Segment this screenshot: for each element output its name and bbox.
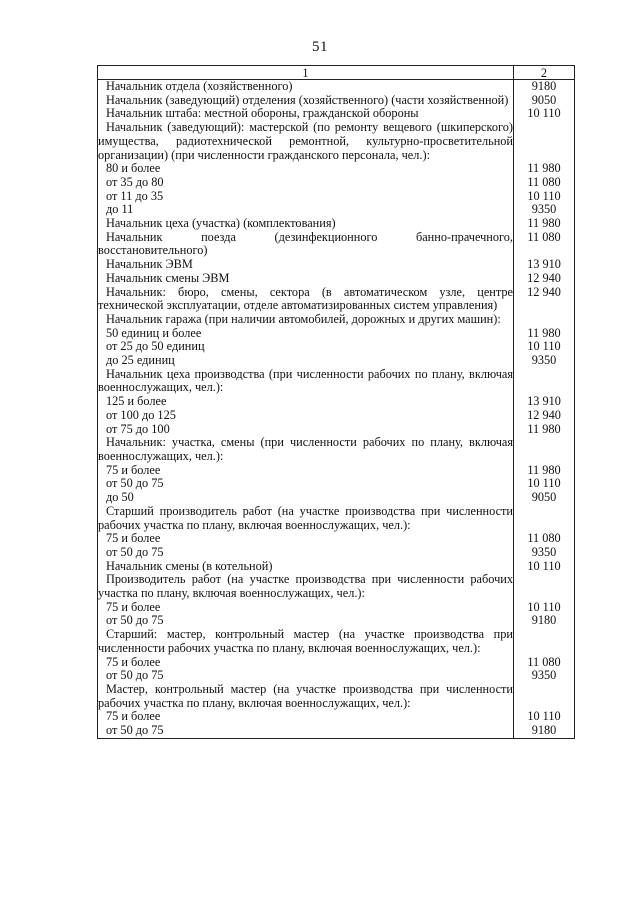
position-cell <box>98 477 514 491</box>
salary-value: 11 980 <box>527 325 561 340</box>
position-name: Начальник (заведующий) отделения (хозяйственного) (части хозяйственной) <box>106 92 509 107</box>
salary-value: 11 980 <box>527 462 561 477</box>
position-name: до 50 <box>106 490 134 505</box>
table-body <box>98 80 575 739</box>
table-row <box>98 601 575 615</box>
table-row <box>98 614 575 628</box>
salary-value: 9350 <box>531 544 557 559</box>
table-row <box>98 532 575 546</box>
salary-value: 11 980 <box>527 216 561 231</box>
table-row <box>98 628 575 655</box>
position-name: от 100 до 125 <box>106 407 176 422</box>
salary-cell <box>514 505 575 532</box>
salary-value: 11 080 <box>527 174 561 189</box>
table-row <box>98 231 575 258</box>
position-cell <box>98 340 514 354</box>
salary-value: 9350 <box>531 353 557 368</box>
salary-value: 9180 <box>531 613 557 628</box>
salary-cell <box>514 162 575 176</box>
salary-cell <box>514 710 575 724</box>
position-cell <box>98 313 514 327</box>
position-name: Начальник ЭВМ <box>106 257 193 272</box>
salary-value: 10 110 <box>527 558 561 573</box>
salary-cell <box>514 491 575 505</box>
position-cell <box>98 573 514 600</box>
salary-cell <box>514 107 575 121</box>
position-cell <box>98 436 514 463</box>
position-name: от 50 до 75 <box>106 613 164 628</box>
salary-value: 9350 <box>531 202 557 217</box>
table-row <box>98 203 575 217</box>
column-header-1: 1 <box>98 66 514 80</box>
salary-cell <box>514 423 575 437</box>
salary-cell <box>514 560 575 574</box>
position-name: 75 и более <box>106 531 161 546</box>
table-row <box>98 258 575 272</box>
table-row <box>98 423 575 437</box>
position-name: Начальник гаража (при наличии автомобилей, дорожных и других машин): <box>106 311 501 326</box>
position-name: 75 и более <box>106 462 161 477</box>
salary-cell <box>514 327 575 341</box>
salary-cell <box>514 340 575 354</box>
table-row <box>98 573 575 600</box>
table-row <box>98 710 575 724</box>
position-cell <box>98 231 514 258</box>
table-row <box>98 121 575 162</box>
position-cell <box>98 710 514 724</box>
table-row <box>98 477 575 491</box>
table-row <box>98 669 575 683</box>
salary-cell <box>514 573 575 600</box>
position-name: 50 единиц и более <box>106 325 202 340</box>
table-row <box>98 80 575 94</box>
salary-cell <box>514 532 575 546</box>
salary-cell <box>514 313 575 327</box>
salary-cell <box>514 80 575 94</box>
table-row <box>98 656 575 670</box>
position-name: до 25 единиц <box>106 353 175 368</box>
table-row <box>98 94 575 108</box>
table-row <box>98 162 575 176</box>
salary-cell <box>514 724 575 738</box>
salary-cell <box>514 286 575 313</box>
position-cell <box>98 203 514 217</box>
position-cell <box>98 505 514 532</box>
table-row <box>98 286 575 313</box>
position-cell <box>98 286 514 313</box>
salary-value: 11 080 <box>527 229 561 244</box>
salary-value: 10 110 <box>527 188 561 203</box>
salary-value: 9050 <box>531 92 557 107</box>
salary-cell <box>514 272 575 286</box>
position-name: от 50 до 75 <box>106 723 164 738</box>
position-name: от 50 до 75 <box>106 476 164 491</box>
salary-cell <box>514 121 575 162</box>
table-row <box>98 464 575 478</box>
page-number: 51 <box>312 39 328 55</box>
table-row <box>98 327 575 341</box>
table-row <box>98 491 575 505</box>
position-name: от 50 до 75 <box>106 544 164 559</box>
position-cell <box>98 669 514 683</box>
table-header <box>98 66 575 80</box>
position-name: Начальник отдела (хозяйственного) <box>106 79 293 93</box>
salary-cell <box>514 656 575 670</box>
table-row <box>98 176 575 190</box>
table-row <box>98 395 575 409</box>
salary-cell <box>514 203 575 217</box>
position-cell <box>98 628 514 655</box>
salary-value: 13 910 <box>527 394 561 409</box>
salary-cell <box>514 190 575 204</box>
position-name: Начальник цеха производства (при численности рабочих по плану, включая военнослужащих, чел.): <box>98 366 513 395</box>
position-cell <box>98 601 514 615</box>
table-row <box>98 217 575 231</box>
position-cell <box>98 176 514 190</box>
table-row <box>98 436 575 463</box>
salary-value: 11 980 <box>527 161 561 176</box>
position-name: Начальник: участка, смены (при численности рабочих по плану, включая военнослужащих, чел.): <box>98 435 513 463</box>
salary-value: 12 940 <box>527 270 561 285</box>
salary-value: 9350 <box>531 668 557 683</box>
position-name: Начальник смены (в котельной) <box>106 558 273 573</box>
position-cell <box>98 80 514 94</box>
position-cell <box>98 107 514 121</box>
salary-cell <box>514 395 575 409</box>
salary-cell <box>514 683 575 710</box>
position-name: 75 и более <box>106 709 161 724</box>
position-cell <box>98 546 514 560</box>
position-cell <box>98 368 514 395</box>
salary-cell <box>514 614 575 628</box>
position-name: от 35 до 80 <box>106 174 164 189</box>
salary-value: 13 910 <box>527 257 561 272</box>
position-name: Начальник штаба: местной обороны, гражданской обороны <box>106 106 419 121</box>
position-cell <box>98 121 514 162</box>
position-cell <box>98 683 514 710</box>
position-name: от 25 до 50 единиц <box>106 339 205 354</box>
position-name: 80 и более <box>106 161 161 176</box>
salary-cell <box>514 477 575 491</box>
position-cell <box>98 190 514 204</box>
position-cell <box>98 724 514 738</box>
position-name: до 11 <box>106 202 134 217</box>
position-cell <box>98 162 514 176</box>
table-row <box>98 546 575 560</box>
salary-value: 12 940 <box>527 284 561 299</box>
table-row <box>98 190 575 204</box>
position-cell <box>98 656 514 670</box>
column-header-2: 2 <box>514 66 575 80</box>
salary-value: 10 110 <box>527 709 561 724</box>
table-row <box>98 505 575 532</box>
position-cell <box>98 94 514 108</box>
position-name: Начальник поезда (дезинфекционного банно-прачечного, восстановительного) <box>98 229 513 258</box>
salary-cell <box>514 258 575 272</box>
salary-cell <box>514 231 575 258</box>
position-cell <box>98 532 514 546</box>
table-row <box>98 560 575 574</box>
table-row <box>98 272 575 286</box>
salary-cell <box>514 354 575 368</box>
position-name: Начальник смены ЭВМ <box>106 270 230 285</box>
table-row <box>98 313 575 327</box>
position-name: 75 и более <box>106 654 161 669</box>
position-name: от 75 до 100 <box>106 421 170 436</box>
salary-value: 12 940 <box>527 407 561 422</box>
position-cell <box>98 423 514 437</box>
table-row <box>98 354 575 368</box>
position-name: Производитель работ (на участке производства при численности рабочих участка по плану, включая военнослужащих, чел.): <box>98 572 513 601</box>
position-cell <box>98 327 514 341</box>
salary-cell <box>514 368 575 395</box>
position-cell <box>98 560 514 574</box>
salary-cell <box>514 94 575 108</box>
salary-cell <box>514 601 575 615</box>
position-name: Старший: мастер, контрольный мастер (на участке производства при численности рабочих участка по плану, включая военнослужащих, чел.): <box>98 627 513 655</box>
position-cell <box>98 258 514 272</box>
salary-value: 10 110 <box>527 339 561 354</box>
salary-cell <box>514 669 575 683</box>
salary-cell <box>514 546 575 560</box>
salary-value: 11 980 <box>527 421 561 436</box>
position-cell <box>98 409 514 423</box>
position-name: от 11 до 35 <box>106 188 164 203</box>
salary-cell <box>514 409 575 423</box>
header-row <box>98 66 575 80</box>
position-name: от 50 до 75 <box>106 668 164 683</box>
position-cell <box>98 614 514 628</box>
position-cell <box>98 464 514 478</box>
salary-value: 10 110 <box>527 476 561 491</box>
salary-value: 9180 <box>531 79 557 93</box>
salary-value: 10 110 <box>527 106 561 121</box>
salary-value: 10 110 <box>527 599 561 614</box>
salary-cell <box>514 217 575 231</box>
salary-table <box>97 65 575 739</box>
table-row <box>98 368 575 395</box>
salary-cell <box>514 176 575 190</box>
position-name: 125 и более <box>106 394 167 409</box>
position-cell <box>98 491 514 505</box>
table-row <box>98 683 575 710</box>
salary-value: 11 080 <box>527 531 561 546</box>
position-cell <box>98 354 514 368</box>
position-name: Начальник цеха (участка) (комплектования) <box>106 216 336 231</box>
table-row <box>98 340 575 354</box>
salary-cell <box>514 628 575 655</box>
salary-cell <box>514 436 575 463</box>
position-cell <box>98 217 514 231</box>
table-row <box>98 724 575 738</box>
salary-value: 9180 <box>531 723 557 738</box>
table-row <box>98 107 575 121</box>
salary-value: 11 080 <box>527 654 561 669</box>
position-name: Мастер, контрольный мастер (на участке производства при численности рабочих участка по плану, включая военнослужащих, чел.): <box>98 681 513 710</box>
position-cell <box>98 272 514 286</box>
position-cell <box>98 395 514 409</box>
position-name: Начальник: бюро, смены, сектора (в автоматическом узле, центре технической эксплуатации, отделе автоматизированных систем управления) <box>98 284 513 313</box>
position-name: 75 и более <box>106 599 161 614</box>
table-row <box>98 409 575 423</box>
salary-value: 9050 <box>531 490 557 505</box>
salary-cell <box>514 464 575 478</box>
position-name: Старший производитель работ (на участке производства при численности рабочих участка по плану, включая военнослужащих, чел.): <box>98 503 513 532</box>
position-name: Начальник (заведующий): мастерской (по ремонту вещевого (шкиперского) имущества, радиотехнической ремонтной, культурно-просветительной организации) (при численности гражданского персонала, чел.): <box>98 120 513 162</box>
